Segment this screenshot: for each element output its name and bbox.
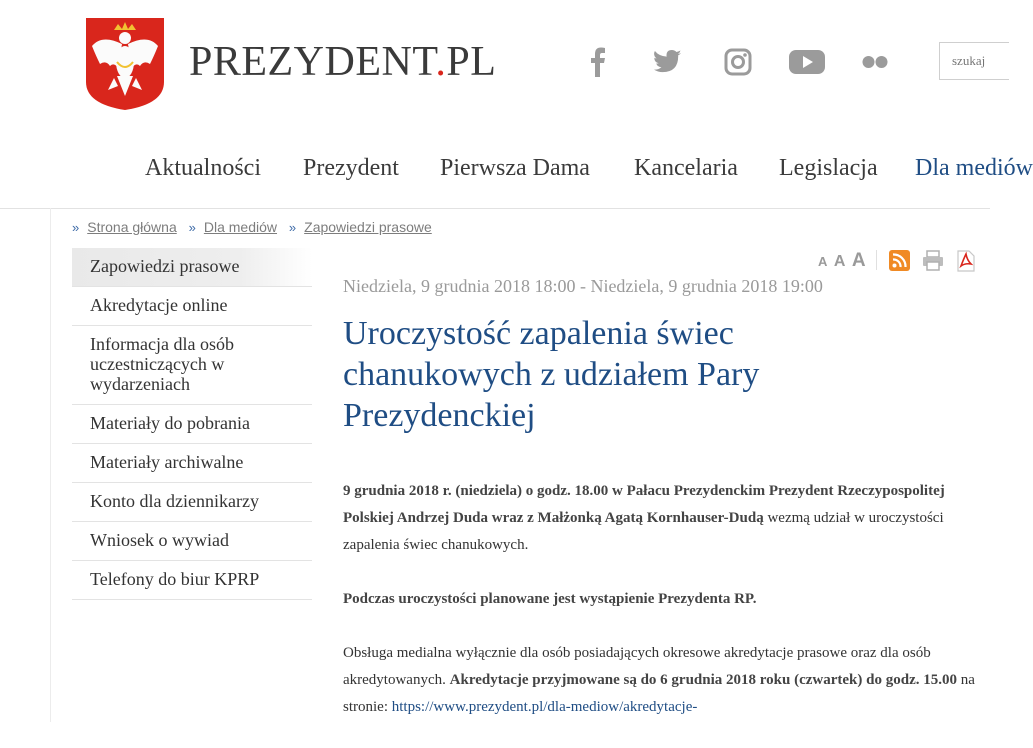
main-navigation (0, 155, 1033, 191)
twitter-icon[interactable] (654, 45, 682, 79)
breadcrumb-link-press[interactable]: Zapowiedzi prasowe (304, 219, 432, 235)
polish-emblem-logo[interactable] (84, 16, 166, 112)
nav-item-dla-mediow[interactable]: Dla mediów (915, 155, 1033, 181)
instagram-icon[interactable] (724, 45, 752, 79)
sidebar-item-telefony-do-biur[interactable]: Telefony do biur KPRP (72, 561, 312, 600)
article-title: Uroczystość zapalenia świec chanukowych z udziałem Pary Prezydenckiej (343, 315, 760, 434)
sidebar-menu (72, 248, 312, 600)
nav-item-legislacja[interactable]: Legislacja (779, 155, 878, 181)
sidebar-item-konto-dla-dziennikarzy[interactable]: Konto dla dziennikarzy (72, 483, 312, 522)
tools-divider (876, 250, 877, 270)
youtube-icon[interactable] (789, 45, 825, 79)
nav-item-kancelaria[interactable]: Kancelaria (634, 155, 738, 181)
sidebar-item-wniosek-o-wywiad[interactable]: Wniosek o wywiad (72, 522, 312, 561)
event-date: Niedziela, 9 grudnia 2018 18:00 - Niedziela, 9 grudnia 2018 19:00 (343, 276, 823, 296)
breadcrumb-separator: » (72, 220, 80, 235)
sidebar-item-informacja-dla-osob[interactable]: Informacja dla osób uczestniczących w wydarzeniach (72, 326, 312, 405)
sidebar-item-zapowiedzi-prasowe[interactable]: Zapowiedzi prasowe (72, 248, 312, 287)
font-size-small-button[interactable]: A (818, 254, 828, 269)
search-input[interactable] (939, 42, 1009, 80)
facebook-icon[interactable] (590, 45, 606, 79)
left-divider (50, 208, 51, 722)
site-header (0, 0, 1033, 209)
article-content (343, 478, 979, 748)
accreditation-link[interactable]: https://www.prezydent.pl/dla-mediow/akredytacje- (391, 699, 698, 715)
print-icon[interactable] (922, 250, 944, 272)
nav-item-prezydent[interactable]: Prezydent (303, 155, 399, 181)
font-size-controls (818, 250, 868, 272)
sidebar-item-materialy-archiwalne[interactable]: Materiały archiwalne (72, 444, 312, 483)
site-logo-text[interactable]: PREZYDENT.PL (189, 39, 497, 85)
article-paragraph-3: Obsługa medialna wyłącznie dla osób posiadających okresowe akredytacje prasowe oraz dla osób akredytowanych. Akredytacje przyjmowane są do 6 grudnia 2018 roku (czwartek) do godz. 15.00 na stronie: https://www.prezydent.pl/dla-mediow/akredytacje- (343, 645, 975, 715)
breadcrumb-link-media[interactable]: Dla mediów (203, 219, 278, 235)
sidebar-item-materialy-do-pobrania[interactable]: Materiały do pobrania (72, 405, 312, 444)
breadcrumb (72, 219, 432, 235)
font-size-medium-button[interactable]: A (833, 253, 846, 270)
pdf-icon[interactable] (957, 250, 975, 272)
breadcrumb-separator: » (188, 220, 196, 235)
breadcrumb-link-home[interactable]: Strona główna (87, 219, 177, 235)
breadcrumb-separator: » (288, 220, 297, 235)
nav-item-pierwsza-dama[interactable]: Pierwsza Dama (440, 155, 590, 181)
font-size-large-button[interactable]: A (851, 250, 866, 271)
rss-icon[interactable] (889, 250, 910, 272)
article-paragraph-1: 9 grudnia 2018 r. (niedziela) o godz. 18.00 w Pałacu Prezydenckim Prezydent Rzeczypospolitej Polskiej Andrzej Duda wraz z Małżonką Agatą Kornhauser-Dudą wezmą udział w uroczystości zapalenia świec chanukowych. (343, 483, 945, 553)
flickr-icon[interactable] (862, 45, 888, 79)
sidebar-item-akredytacje-online[interactable]: Akredytacje online (72, 287, 312, 326)
nav-item-aktualnosci[interactable]: Aktualności (145, 155, 261, 181)
article-paragraph-2: Podczas uroczystości planowane jest wystąpienie Prezydenta RP. (343, 591, 757, 607)
